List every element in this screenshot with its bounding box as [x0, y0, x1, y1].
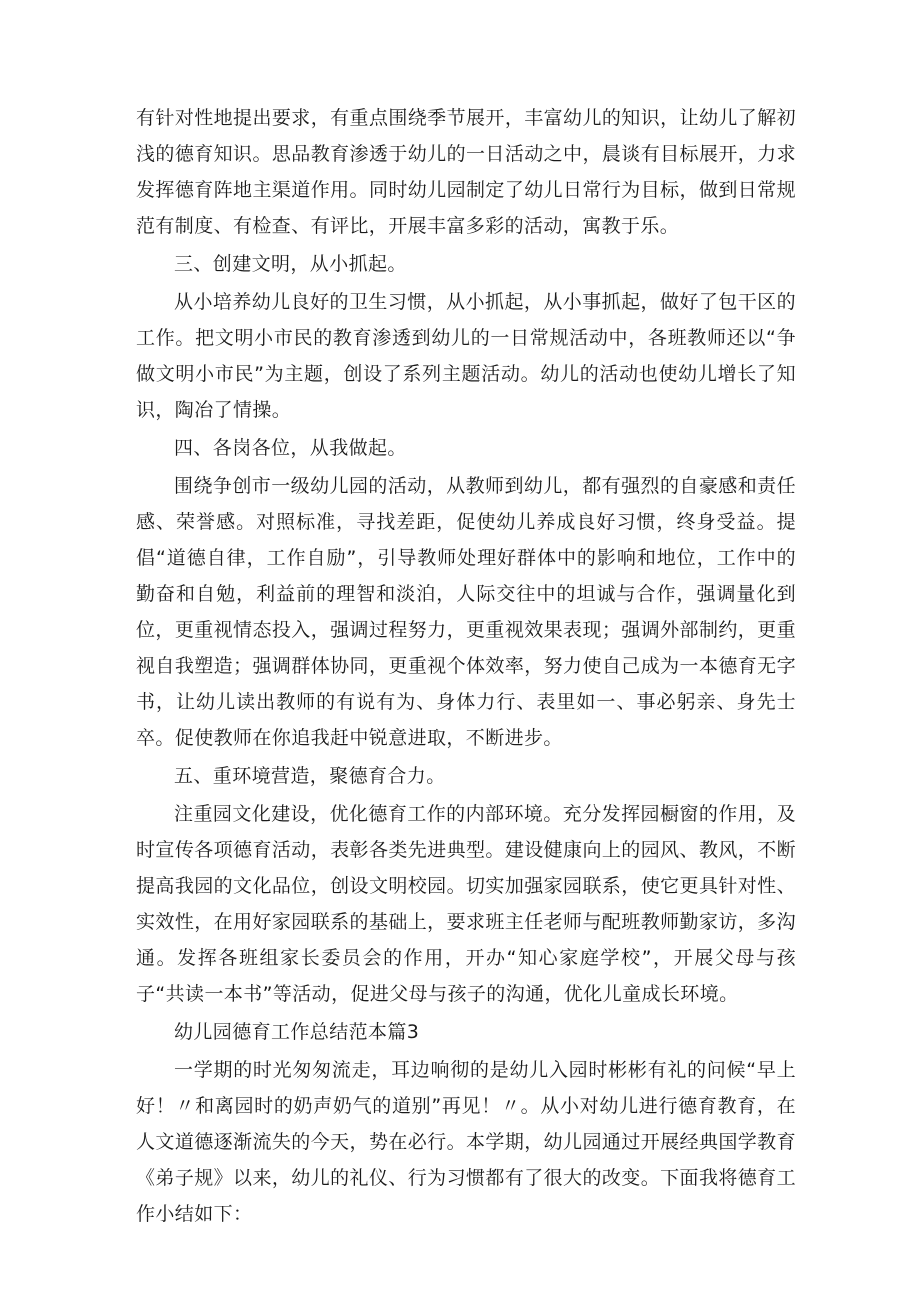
paragraph-part-three-intro: 一学期的时光匆匆流走，耳边响彻的是幼儿入园时彬彬有礼的问候“早上好！〃和离园时的奶声奶气的道别”再见！〃。从小对幼儿进行德育教育，在人文道德逐渐流失的今天，势在必行。本学期，幼儿园通过开展经典国学教育《弟子规》以来，幼儿的礼仪、行为习惯都有了很大的改变。下面我将德育工作小结如下： [136, 1059, 796, 1225]
paragraph-section-four: 围绕争创市一级幼儿园的活动，从教师到幼儿，都有强烈的自豪感和责任感、荣誉感。对照标准，寻找差距，促使幼儿养成良好习惯，终身受益。提倡“道德自律，工作自励”，引导教师处理好群体中的影响和地位，工作中的勤奋和自勉，利益前的理智和淡泊，人际交往中的坦诚与合作，强调量化到位，更重视情态投入，强调过程努力，更重视效果表现；强调外部制约，更重视自我塑造；强调群体协同，更重视个体效率，努力使自己成为一本德育无字书，让幼儿读出教师的有说有为、身体力行、表里如一、事必躬亲、身先士卒。促使教师在你追我赶中锐意进取，不断进步。 [136, 475, 796, 749]
paragraph-section-three: 从小培养幼儿良好的卫生习惯，从小抓起，从小事抓起，做好了包干区的工作。把文明小市民的教育渗透到幼儿的一日常规活动中，各班教师还以“争做文明小市民”为主题，创设了系列主题活动。幼儿的活动也使幼儿增长了知识，陶冶了情操。 [136, 291, 796, 421]
section-heading-five: 五、重环境营造，聚德育合力。 [174, 765, 446, 787]
paragraph-intro-continued: 有针对性地提出要求，有重点围绕季节展开，丰富幼儿的知识，让幼儿了解初浅的德育知识。思品教育渗透于幼儿的一日活动之中，晨谈有目标展开，力求发挥德育阵地主渠道作用。同时幼儿园制定了幼儿日常行为目标，做到日常规范有制度、有检查、有评比，开展丰富多彩的活动，寓教于乐。 [136, 107, 796, 237]
document-page [136, 100, 796, 1232]
section-heading-three: 三、创建文明，从小抓起。 [174, 253, 407, 275]
section-heading-four: 四、各岗各位，从我做起。 [174, 437, 407, 459]
article-title-part-three: 幼儿园德育工作总结范本篇3 [174, 1021, 420, 1043]
paragraph-section-five: 注重园文化建设，优化德育工作的内部环境。充分发挥园橱窗的作用，及时宣传各项德育活动，表彰各类先进典型。建设健康向上的园风、教风，不断提高我园的文化品位，创设文明校园。切实加强家园联系，使它更具针对性、实效性，在用好家园联系的基础上，要求班主任老师与配班教师勤家访，多沟通。发挥各班组家长委员会的作用，开办“知心家庭学校”，开展父母与孩子“共读一本书”等活动，促进父母与孩子的沟通，优化儿童成长环境。 [136, 803, 796, 1005]
